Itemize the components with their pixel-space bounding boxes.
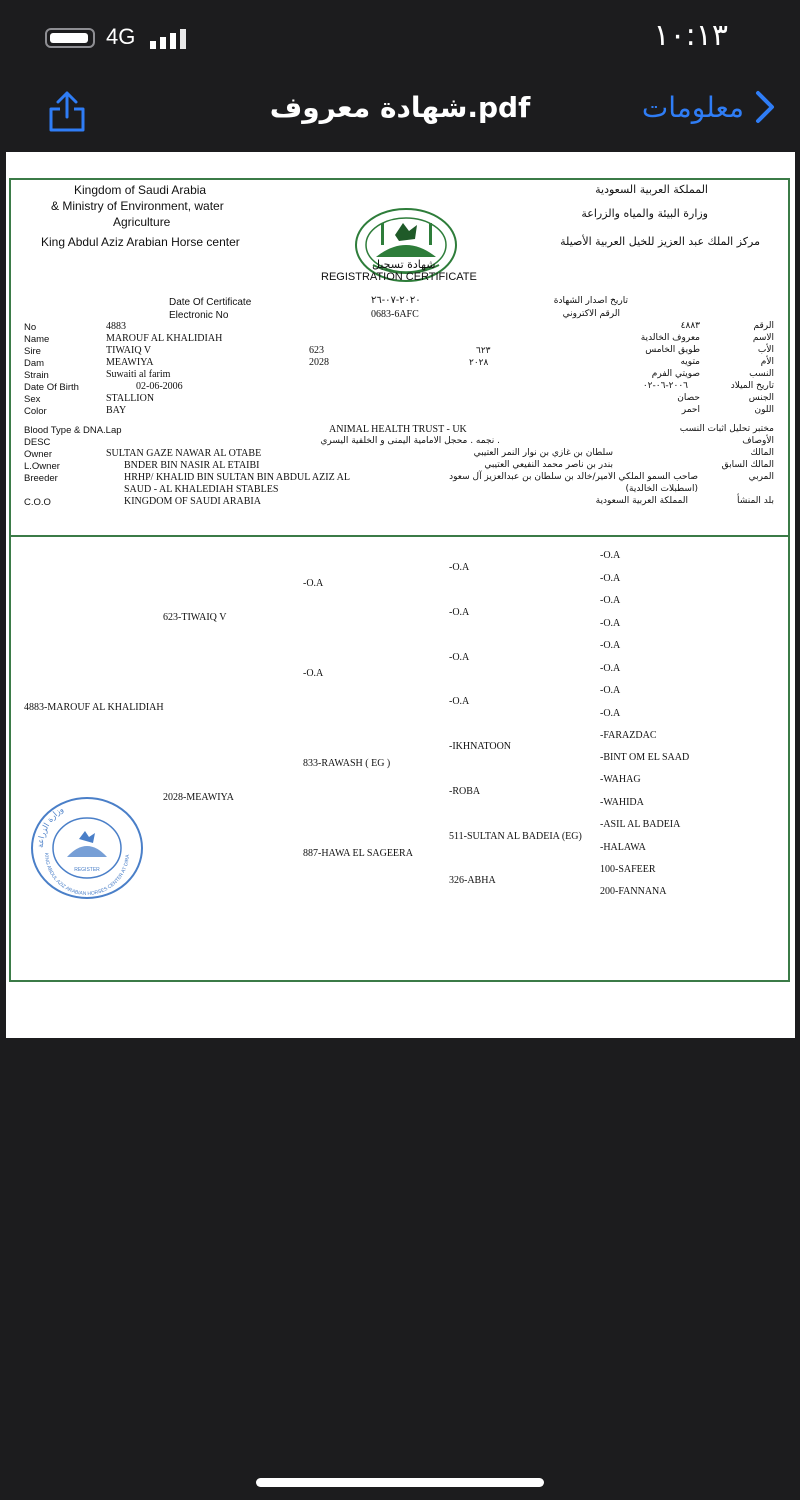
pedigree-gen3-4: -O.A (449, 696, 470, 707)
pedigree-gen3-7: 511-SULTAN AL BADEIA (EG) (449, 831, 582, 842)
dam-label-ar: الأم (760, 357, 774, 367)
pedigree-gen4-13: -ASIL AL BADEIA (600, 819, 681, 830)
owner-label-ar: المالك (750, 448, 774, 458)
electronic-label-ar: الرقم الاكتروني (562, 309, 620, 319)
dam-label: Dam (24, 358, 45, 369)
strain-value-ar: صويتي الفرم (651, 369, 700, 379)
strain-value: Suwaiti al farim (106, 369, 171, 380)
coo-value: KINGDOM OF SAUDI ARABIA (124, 496, 261, 507)
pedigree-gen3-8: 326-ABHA (449, 875, 496, 886)
sex-label-ar: الجنس (748, 393, 774, 403)
dam-value-ar: متويه (680, 357, 700, 367)
dam-num: 2028 (309, 357, 329, 368)
pedigree-gen2-1: -O.A (303, 578, 324, 589)
color-value-ar: احمر (681, 405, 700, 415)
center-seal-stamp (29, 795, 145, 901)
header-right-2: وزارة البيئة والمياه والزراعة (581, 207, 708, 220)
section-divider (11, 535, 788, 537)
strain-label-ar: النسب (749, 369, 774, 379)
no-value-ar: ٤٨٨٣ (680, 321, 700, 331)
dob-label-ar: تاريخ الميلاد (730, 381, 774, 391)
sire-num-ar: ٦٢٣ (476, 345, 491, 355)
pedigree-gen3-3: -O.A (449, 652, 470, 663)
name-value-ar: معروف الخالدية (640, 333, 700, 343)
no-label-ar: الرقم (753, 321, 774, 331)
pedigree-gen4-7: -O.A (600, 685, 621, 696)
clock: ١٠:١٣ (653, 18, 728, 53)
name-label: Name (24, 334, 50, 345)
nav-bar (0, 75, 800, 147)
sire-value-ar: طويق الخامس (645, 345, 700, 355)
svg-text:وزارة الزراعة: وزارة الزراعة (35, 804, 66, 849)
pedigree-gen4-8: -O.A (600, 708, 621, 719)
sire-value: TIWAIQ V (106, 345, 152, 356)
blood-label: Blood Type & DNA.Lap (24, 425, 122, 436)
chevron-right-icon (754, 89, 776, 125)
blood-value: ANIMAL HEALTH TRUST - UK (329, 424, 467, 435)
header-left-4: King Abdul Aziz Arabian Horse center (41, 235, 240, 249)
pedigree-gen4-3: -O.A (600, 595, 621, 606)
share-icon[interactable] (46, 89, 88, 133)
home-indicator[interactable] (256, 1478, 544, 1487)
dam-num-ar: ٢٠٢٨ (469, 357, 489, 367)
pedigree-gen4-4: -O.A (600, 618, 621, 629)
pedigree-gen4-6: -O.A (600, 663, 621, 674)
pedigree-gen4-16: 200-FANNANA (600, 886, 667, 897)
pedigree-gen3-1: -O.A (449, 562, 470, 573)
sex-label: Sex (24, 394, 41, 405)
pedigree-gen3-2: -O.A (449, 607, 470, 618)
sire-label-ar: الأب (757, 345, 774, 355)
breeder-label: Breeder (24, 473, 58, 484)
lowner-label: L.Owner (24, 461, 60, 472)
pedigree-gen4-11: -WAHAG (600, 774, 641, 785)
back-button[interactable] (642, 89, 776, 125)
lowner-value: BNDER BIN NASIR AL ETAIBI (124, 460, 260, 471)
pedigree-gen4-5: -O.A (600, 640, 621, 651)
sire-num: 623 (309, 345, 324, 356)
sire-label: Sire (24, 346, 41, 357)
sex-value: STALLION (106, 393, 155, 404)
desc-value-ar: . نجمه . محجل الامامية اليمنى و الخلفية اليسري (320, 436, 500, 446)
header-right-1: المملكة العربية السعودية (595, 183, 708, 196)
lowner-label-ar: المالك السابق (721, 460, 774, 470)
title-en: REGISTRATION CERTIFICATE (321, 271, 477, 283)
date-label-ar: تاريخ اصدار الشهادة (553, 296, 628, 306)
dob-label: Date Of Birth (24, 382, 79, 393)
breeder-value-ar-2: (اسطبلات الخالدية) (625, 484, 698, 494)
sex-value-ar: حصان (677, 393, 700, 403)
pedigree-gen3-6: -ROBA (449, 786, 481, 797)
name-value: MAROUF AL KHALIDIAH (106, 333, 223, 344)
pedigree-gen3-5: -IKHNATOON (449, 741, 512, 752)
color-label-ar: اللون (754, 405, 774, 415)
svg-text:REGISTER: REGISTER (74, 867, 100, 873)
blood-label-ar: مختبر تحليل اثبات النسب (679, 424, 774, 434)
pedigree-dam: 2028-MEAWIYA (163, 792, 234, 803)
no-value: 4883 (106, 321, 126, 332)
coo-value-ar: المملكة العربية السعودية (595, 496, 688, 506)
status-bar (0, 0, 800, 75)
pedigree-gen4-2: -O.A (600, 573, 621, 584)
battery-icon (45, 28, 95, 48)
breeder-label-ar: المربي (748, 472, 774, 482)
pedigree-gen4-1: -O.A (600, 550, 621, 561)
pedigree-gen4-12: -WAHIDA (600, 797, 644, 808)
lowner-value-ar: بندر بن ناصر محمد النفيعي العتيبي (484, 460, 613, 470)
signal-icon (150, 27, 186, 49)
network-type: 4G (106, 24, 136, 49)
dam-value: MEAWIYA (106, 357, 154, 368)
document-title: شهادة معروف.pdf (269, 91, 531, 124)
breeder-value-2: SAUD - AL KHALEDIAH STABLES (124, 484, 279, 495)
coo-label: C.O.O (24, 497, 51, 508)
back-label: معلومات (641, 90, 744, 124)
pdf-page[interactable] (6, 152, 795, 1038)
pedigree-gen4-14: -HALAWA (600, 842, 646, 853)
header-left-2: & Ministry of Environment, water (51, 199, 224, 213)
svg-text:KING ABDUL AZIZ ARABIAN HORSES: KING ABDUL AZIZ ARABIAN HORSES CENTER AT DIRA (42, 852, 131, 898)
pedigree-sire: 623-TIWAIQ V (163, 612, 227, 623)
certificate-frame (9, 178, 790, 982)
pedigree-gen4-9: -FARAZDAC (600, 730, 657, 741)
date-value: ٢٠٢٠-٠٧-٢٦ (371, 295, 421, 306)
pedigree-subject: 4883-MAROUF AL KHALIDIAH (24, 702, 164, 713)
dob-value: 02-06-2006 (136, 381, 183, 392)
desc-label: DESC (24, 437, 51, 448)
electronic-label: Electronic No (169, 310, 229, 321)
desc-label-ar: الأوصاف (742, 436, 774, 446)
owner-value: SULTAN GAZE NAWAR AL OTABE (106, 448, 262, 459)
coo-label-ar: بلد المنشأ (736, 496, 774, 506)
header-left-3: Agriculture (113, 215, 171, 229)
pedigree-gen4-15: 100-SAFEER (600, 864, 656, 875)
owner-value-ar: سلطان بن غازي بن نوار النمر العتيبي (473, 448, 613, 458)
electronic-value: 0683-6AFC (371, 309, 419, 320)
header-right-3: مركز الملك عبد العزيز للخيل العربية الأصيلة (560, 235, 760, 248)
no-label: No (24, 322, 37, 333)
title-ar: شهادة تسجيل (372, 258, 436, 271)
strain-label: Strain (24, 370, 49, 381)
header-left-1: Kingdom of Saudi Arabia (74, 183, 207, 197)
pedigree-gen4-10: -BINT OM EL SAAD (600, 752, 690, 763)
pedigree-gen2-4: 887-HAWA EL SAGEERA (303, 848, 413, 859)
breeder-value-1: HRHP/ KHALID BIN SULTAN BIN ABDUL AZIZ AL (124, 472, 350, 483)
date-label: Date Of Certificate (169, 297, 252, 308)
color-label: Color (24, 406, 47, 417)
dob-value-ar: ٢٠٠٦-٠٦-٠٢ (642, 381, 688, 391)
owner-label: Owner (24, 449, 52, 460)
pedigree-gen2-2: -O.A (303, 668, 324, 679)
breeder-value-ar-1: صاحب السمو الملكي الامير/خالد بن سلطان بن عبدالعزيز آل سعود (449, 472, 698, 482)
name-label-ar: الاسم (752, 333, 774, 343)
pedigree-gen2-3: 833-RAWASH ( EG ) (303, 758, 391, 769)
color-value: BAY (106, 405, 127, 416)
